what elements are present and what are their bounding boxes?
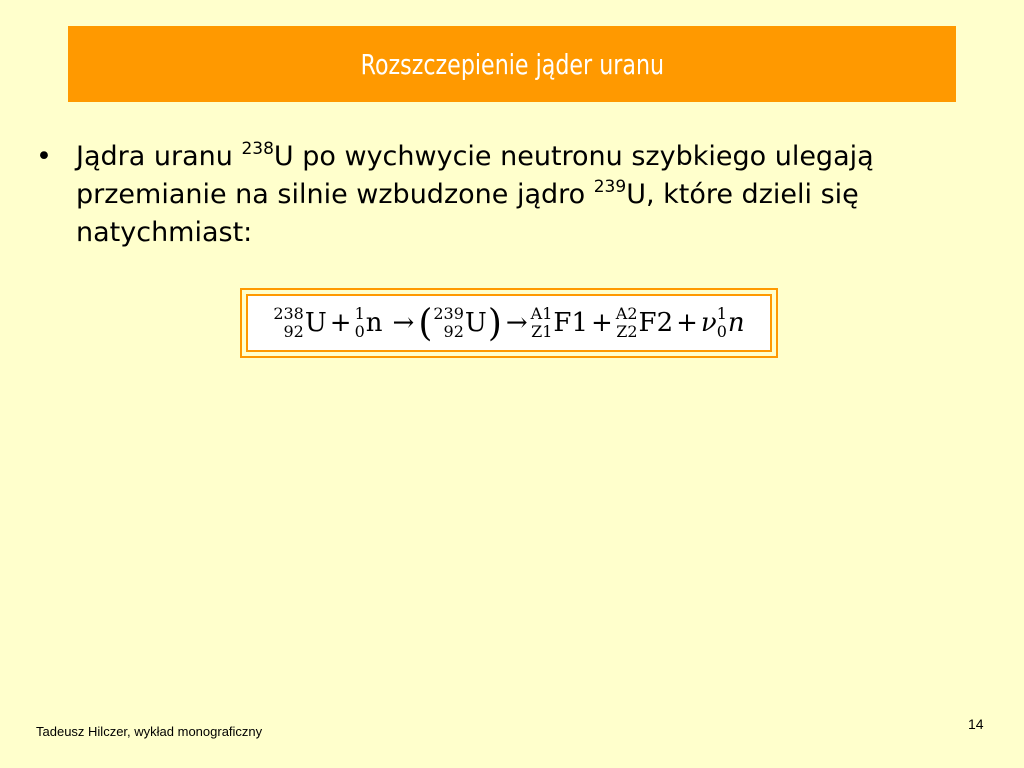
right-paren: ): [487, 301, 502, 345]
n1-mass: 1: [354, 304, 365, 323]
n2-mass: 1: [716, 304, 727, 323]
u239-mass: 239: [433, 304, 464, 323]
f1-symbol: F1: [553, 308, 588, 338]
arrow-2: →: [505, 308, 528, 338]
plus-sign-3: +: [676, 308, 698, 338]
u239-symbol: U: [464, 308, 487, 338]
nuclide-neutron-1: [355, 305, 383, 341]
bullet-item: [36, 138, 976, 252]
nuclide-u238: [273, 305, 326, 341]
fragment-f1: [531, 305, 588, 341]
u238-mass: 238: [273, 304, 304, 323]
slide-title: Rozszczepienie jąder uranu: [360, 47, 664, 81]
equation-box: [240, 288, 778, 358]
plus-sign-1: +: [329, 308, 352, 338]
n2-symbol: n: [727, 308, 745, 338]
f2-symbol: F2: [638, 308, 674, 338]
u239-atomic: 92: [443, 322, 464, 341]
mass-number-238: 238: [241, 139, 274, 159]
n1-symbol: n: [365, 308, 383, 338]
fragment-f2: [616, 305, 673, 341]
f2-atomic: Z2: [616, 322, 638, 341]
left-paren: (: [418, 301, 433, 345]
f2-mass: A2: [615, 304, 638, 323]
fission-equation: [246, 294, 772, 352]
bullet-text: [76, 138, 976, 252]
bullet-text-part2: U po wychwycie neutronu szybkiego ulegają przemianie na silnie wzbudzone jądro: [76, 141, 874, 210]
u238-symbol: U: [304, 308, 327, 338]
f1-atomic: Z1: [531, 322, 553, 341]
nu-multiplier: ν: [700, 308, 717, 338]
bullet-marker: •: [36, 141, 52, 172]
plus-sign-2: +: [591, 308, 613, 338]
nuclide-neutron-2: [717, 305, 745, 341]
nuclide-u239: [433, 305, 486, 341]
footer-author: Tadeusz Hilczer, wykład monograficzny: [36, 724, 263, 739]
n2-atomic: 0: [716, 322, 727, 341]
f1-mass: A1: [530, 304, 553, 323]
title-bar: [68, 26, 956, 102]
page-number: 14: [968, 716, 984, 732]
arrow-1: →: [392, 308, 415, 338]
bullet-text-part1: Jądra uranu: [76, 141, 242, 172]
n1-atomic: 0: [354, 322, 365, 341]
u238-atomic: 92: [283, 322, 304, 341]
mass-number-239: 239: [593, 177, 627, 197]
bullet-text-part3: U, które dzieli się natychmiast:: [76, 179, 859, 248]
